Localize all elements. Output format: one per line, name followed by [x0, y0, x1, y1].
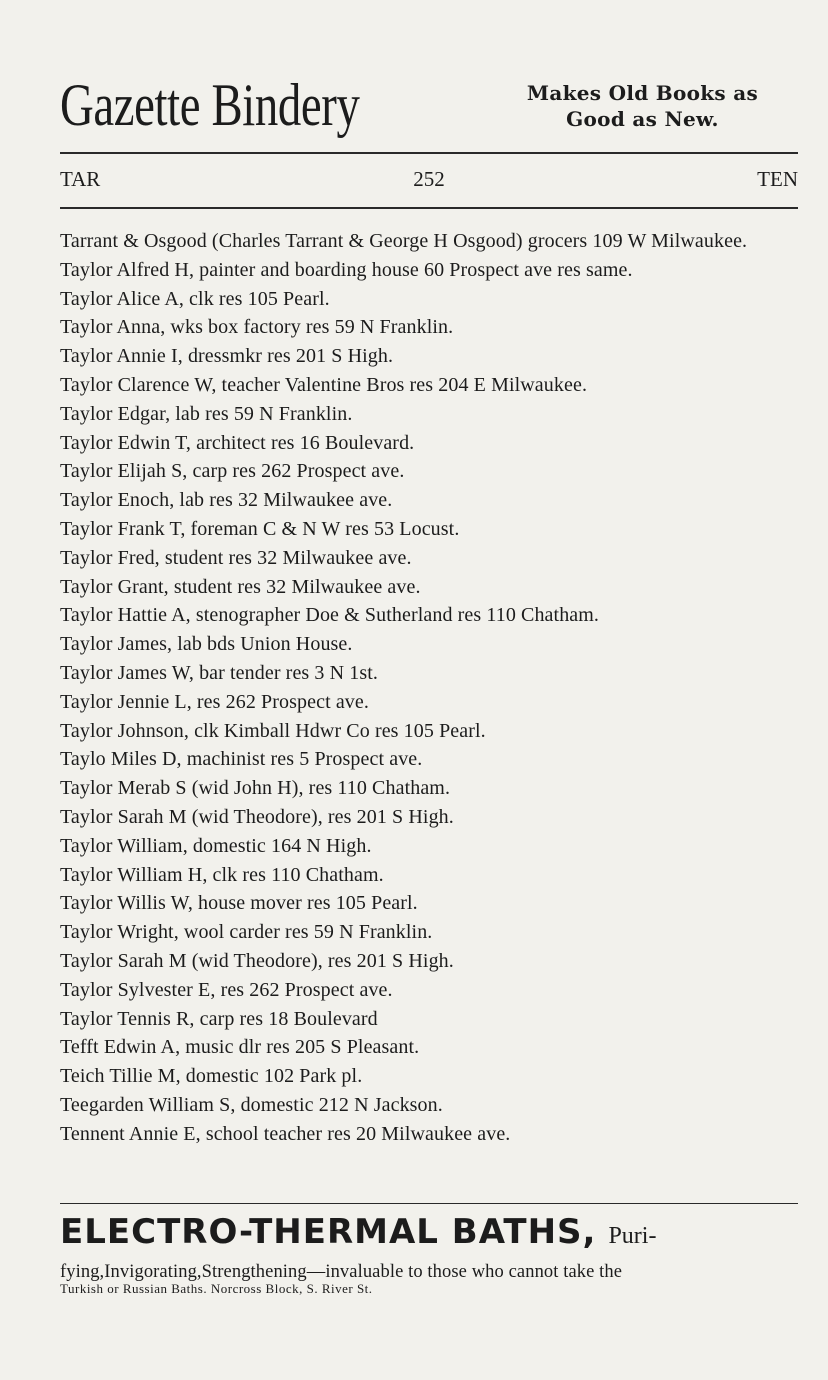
header-advertisement [60, 70, 800, 150]
directory-entry: Taylor Sarah M (wid Theodore), res 201 S High. [60, 805, 454, 828]
directory-entry: Taylo Miles D, machinist res 5 Prospect ave. [60, 748, 423, 771]
directory-entry: Taylor Edgar, lab res 59 N Franklin. [60, 402, 353, 425]
directory-entry: Taylor Edwin T, architect res 16 Boulevard. [60, 431, 415, 454]
header-divider-top [60, 152, 798, 154]
baths-small-print: Turkish or Russian Baths. Norcross Block, S. River St. [60, 1281, 373, 1296]
baths-headline-line [60, 1208, 800, 1263]
directory-entry: Taylor Frank T, foreman C & N W res 53 Locust. [60, 517, 460, 540]
directory-entry: Tennent Annie E, school teacher res 20 Milwaukee ave. [60, 1122, 511, 1145]
directory-entry: Taylor Anna, wks box factory res 59 N Franklin. [60, 316, 454, 339]
baths-headline-tail: Puri- [608, 1223, 657, 1249]
directory-entry: Taylor James W, bar tender res 3 N 1st. [60, 661, 378, 684]
footer-divider [60, 1203, 798, 1204]
directory-entry: Taylor Sylvester E, res 262 Prospect ave. [60, 978, 393, 1001]
directory-entry: Teich Tillie M, domestic 102 Park pl. [60, 1065, 363, 1088]
directory-entry: Taylor Annie I, dressmkr res 201 S High. [60, 345, 394, 368]
directory-entry: Taylor Clarence W, teacher Valentine Bros res 204 E Milwaukee. [60, 373, 588, 396]
directory-entry: Taylor William H, clk res 110 Chatham. [60, 863, 384, 886]
directory-entry: Teegarden William S, domestic 212 N Jackson. [60, 1093, 443, 1116]
running-head [60, 164, 798, 194]
bindery-tagline [485, 80, 800, 132]
header-divider-bottom [60, 207, 798, 209]
directory-entry: Taylor Merab S (wid John H), res 110 Chatham. [60, 777, 451, 800]
directory-entry: Taylor Enoch, lab res 32 Milwaukee ave. [60, 489, 393, 512]
directory-entry: Taylor William, domestic 164 N High. [60, 834, 372, 857]
baths-headline: ELECTRO-THERMAL BATHS, [60, 1212, 597, 1252]
directory-entry: Taylor Sarah M (wid Theodore), res 201 S High. [60, 949, 454, 972]
directory-entry: Taylor Jennie L, res 262 Prospect ave. [60, 690, 369, 713]
directory-entry: Taylor James, lab bds Union House. [60, 633, 353, 656]
directory-entry: Taylor Elijah S, carp res 262 Prospect ave. [60, 460, 405, 483]
bindery-tagline-line-1: Makes Old Books as [526, 81, 759, 105]
directory-entry: Taylor Alfred H, painter and boarding house 60 Prospect ave res same. [60, 258, 633, 281]
running-head-left: TAR [60, 167, 101, 191]
directory-entry: Tarrant & Osgood (Charles Tarrant & George H Osgood) grocers 109 W Milwaukee. [60, 230, 748, 252]
directory-entry: Taylor Tennis R, carp res 18 Boulevard [60, 1007, 378, 1030]
directory-entry: Taylor Johnson, clk Kimball Hdwr Co res 105 Pearl. [60, 719, 486, 742]
directory-entry: Taylor Wright, wool carder res 59 N Franklin. [60, 921, 433, 944]
directory-entry: Taylor Hattie A, stenographer Doe & Sutherland res 110 Chatham. [60, 604, 600, 627]
page-number: 252 [413, 167, 445, 191]
directory-entry: Taylor Grant, student res 32 Milwaukee ave. [60, 575, 421, 598]
directory-entries [60, 227, 800, 1149]
directory-entry: Taylor Willis W, house mover res 105 Pearl. [60, 892, 418, 915]
running-head-right: TEN [757, 167, 798, 191]
bindery-name: Gazette Bindery [60, 72, 360, 138]
baths-description: fying,Invigorating,Strengthening—invaluable to those who cannot take the [60, 1262, 623, 1282]
directory-entry: Taylor Alice A, clk res 105 Pearl. [60, 287, 330, 310]
directory-entry: Taylor Fred, student res 32 Milwaukee ave. [60, 546, 412, 569]
bindery-tagline-line-2: Good as New. [566, 107, 719, 131]
footer-advertisement [60, 1208, 800, 1298]
directory-entry: Tefft Edwin A, music dlr res 205 S Pleasant. [60, 1036, 420, 1059]
